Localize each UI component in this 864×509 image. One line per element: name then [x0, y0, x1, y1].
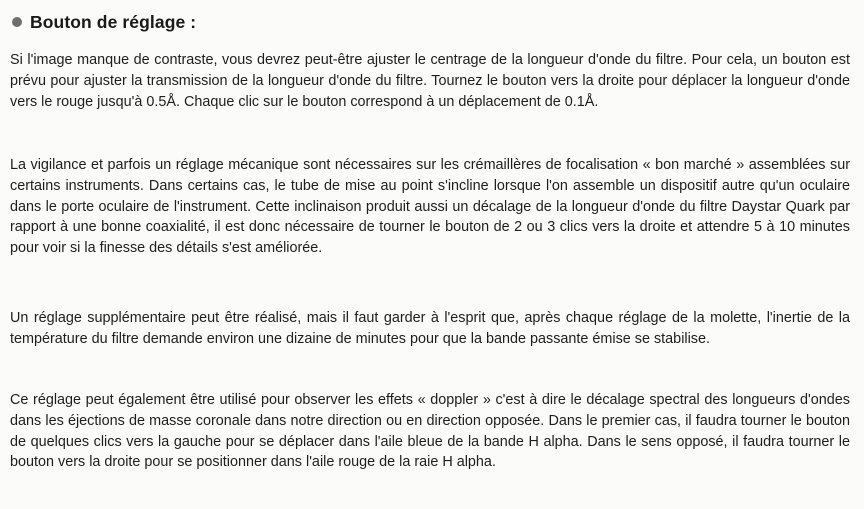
section-title: Bouton de réglage : — [30, 11, 197, 32]
paragraph-contrast: Si l'image manque de contraste, vous devrez peut-être ajuster le centrage de la longueur d'onde du filtre. Pour cela, un bouton est prévu pour ajuster la transmission de la longueur d'onde du filtre. Tournez le bouton vers la droite pour déplacer la longueur d'onde vers le rouge jusqu'à 0.5Å. Chaque clic sur le bouton correspond à un déplacement de 0.1Å. — [10, 52, 850, 110]
bullet-icon — [12, 17, 22, 27]
paragraph-focuser: La vigilance et parfois un réglage mécanique sont nécessaires sur les crémaillères de focalisation « bon marché » assemblées sur certains instruments. Dans certains cas, le tube de mise au point s'incline lorsque l'on assemble un dispositif autre qu'un oculaire dans le porte oculaire de l'instrument. Cette inclinaison produit aussi un décalage de la longueur d'onde du filtre Daystar Quark par rapport à une bonne coaxialité, il est donc nécessaire de tourner le bouton de 2 ou 3 clics vers la droite et attendre 5 à 10 minutes pour voir si la finesse des détails s'est améliorée. — [10, 157, 850, 257]
section-heading — [10, 9, 196, 35]
paragraph-doppler: Ce réglage peut également être utilisé pour observer les effets « doppler » c'est à dire le décalage spectral des longueurs d'ondes dans les éjections de masse coronale dans notre direction ou en direction opposée. Dans le premier cas, il faudra tourner le bouton de quelques clics vers la gauche pour se déplacer dans l'aile bleue de la bande H alpha. Dans le sens opposé, il faudra tourner le bouton vers la droite pour se positionner dans l'aile rouge de la raie H alpha. — [10, 392, 850, 471]
paragraph-extra-adjustment: Un réglage supplémentaire peut être réalisé, mais il faut garder à l'esprit que, après chaque réglage de la molette, l'inertie de la température du filtre demande environ une dizaine de minutes pour que la bande passante émise se stabilise. — [10, 310, 850, 347]
